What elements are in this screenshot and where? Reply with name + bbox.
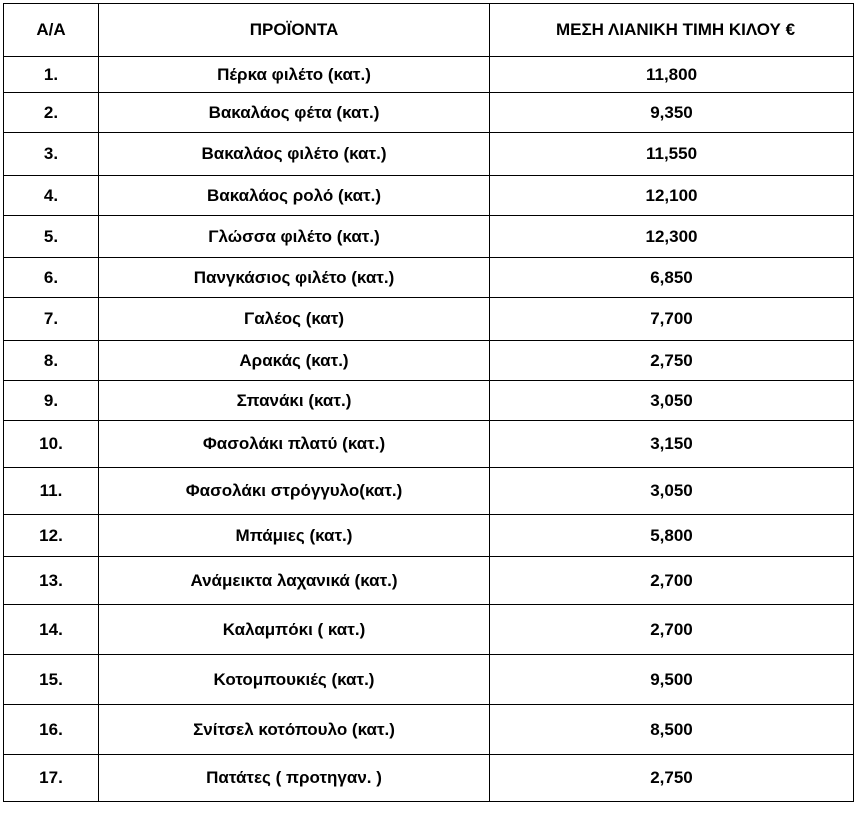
header-product: ΠΡΟΪΟΝΤΑ (99, 4, 490, 57)
product-price: 12,300 (490, 216, 854, 258)
row-number: 16. (4, 705, 99, 755)
row-number: 9. (4, 381, 99, 421)
product-price: 12,100 (490, 176, 854, 216)
row-number: 13. (4, 557, 99, 605)
product-name: Γαλέος (κατ) (99, 298, 490, 341)
product-price: 8,500 (490, 705, 854, 755)
row-number: 12. (4, 515, 99, 557)
product-price: 3,050 (490, 381, 854, 421)
product-price: 9,500 (490, 655, 854, 705)
header-price: ΜΕΣΗ ΛΙΑΝΙΚΗ ΤΙΜΗ ΚΙΛΟΥ € (490, 4, 854, 57)
product-price: 2,700 (490, 557, 854, 605)
table-row (4, 655, 854, 705)
product-name: Πέρκα φιλέτο (κατ.) (99, 57, 490, 93)
table-row (4, 57, 854, 93)
table-body (4, 57, 854, 802)
product-price: 3,050 (490, 468, 854, 515)
table-row (4, 133, 854, 176)
row-number: 10. (4, 421, 99, 468)
table-row (4, 755, 854, 802)
table-row (4, 298, 854, 341)
table-row (4, 705, 854, 755)
table-row (4, 216, 854, 258)
product-price: 11,550 (490, 133, 854, 176)
product-name: Γλώσσα φιλέτο (κατ.) (99, 216, 490, 258)
table-row (4, 258, 854, 298)
table-row (4, 557, 854, 605)
product-price: 2,750 (490, 341, 854, 381)
table-row (4, 421, 854, 468)
product-price: 5,800 (490, 515, 854, 557)
table-row (4, 468, 854, 515)
product-name: Φασολάκι στρόγγυλο(κατ.) (99, 468, 490, 515)
row-number: 11. (4, 468, 99, 515)
product-price: 2,750 (490, 755, 854, 802)
row-number: 4. (4, 176, 99, 216)
product-name: Καλαμπόκι ( κατ.) (99, 605, 490, 655)
product-name: Ανάμεικτα λαχανικά (κατ.) (99, 557, 490, 605)
product-name: Βακαλάος ρολό (κατ.) (99, 176, 490, 216)
table-row (4, 605, 854, 655)
product-price: 9,350 (490, 93, 854, 133)
product-name: Αρακάς (κατ.) (99, 341, 490, 381)
product-name: Κοτομπουκιές (κατ.) (99, 655, 490, 705)
table-row (4, 381, 854, 421)
price-table (3, 3, 854, 802)
row-number: 8. (4, 341, 99, 381)
row-number: 17. (4, 755, 99, 802)
row-number: 15. (4, 655, 99, 705)
row-number: 7. (4, 298, 99, 341)
header-index: Α/Α (4, 4, 99, 57)
table-row (4, 341, 854, 381)
product-name: Βακαλάος φέτα (κατ.) (99, 93, 490, 133)
product-price: 11,800 (490, 57, 854, 93)
product-price: 7,700 (490, 298, 854, 341)
product-price: 6,850 (490, 258, 854, 298)
table-row (4, 515, 854, 557)
product-price: 2,700 (490, 605, 854, 655)
product-name: Πανγκάσιος φιλέτο (κατ.) (99, 258, 490, 298)
product-name: Μπάμιες (κατ.) (99, 515, 490, 557)
row-number: 3. (4, 133, 99, 176)
row-number: 6. (4, 258, 99, 298)
table-row (4, 176, 854, 216)
product-name: Βακαλάος φιλέτο (κατ.) (99, 133, 490, 176)
product-name: Φασολάκι πλατύ (κατ.) (99, 421, 490, 468)
row-number: 1. (4, 57, 99, 93)
row-number: 2. (4, 93, 99, 133)
header-row (4, 4, 854, 57)
table-row (4, 93, 854, 133)
product-name: Πατάτες ( προτηγαν. ) (99, 755, 490, 802)
row-number: 14. (4, 605, 99, 655)
product-price: 3,150 (490, 421, 854, 468)
product-name: Σνίτσελ κοτόπουλο (κατ.) (99, 705, 490, 755)
row-number: 5. (4, 216, 99, 258)
product-name: Σπανάκι (κατ.) (99, 381, 490, 421)
